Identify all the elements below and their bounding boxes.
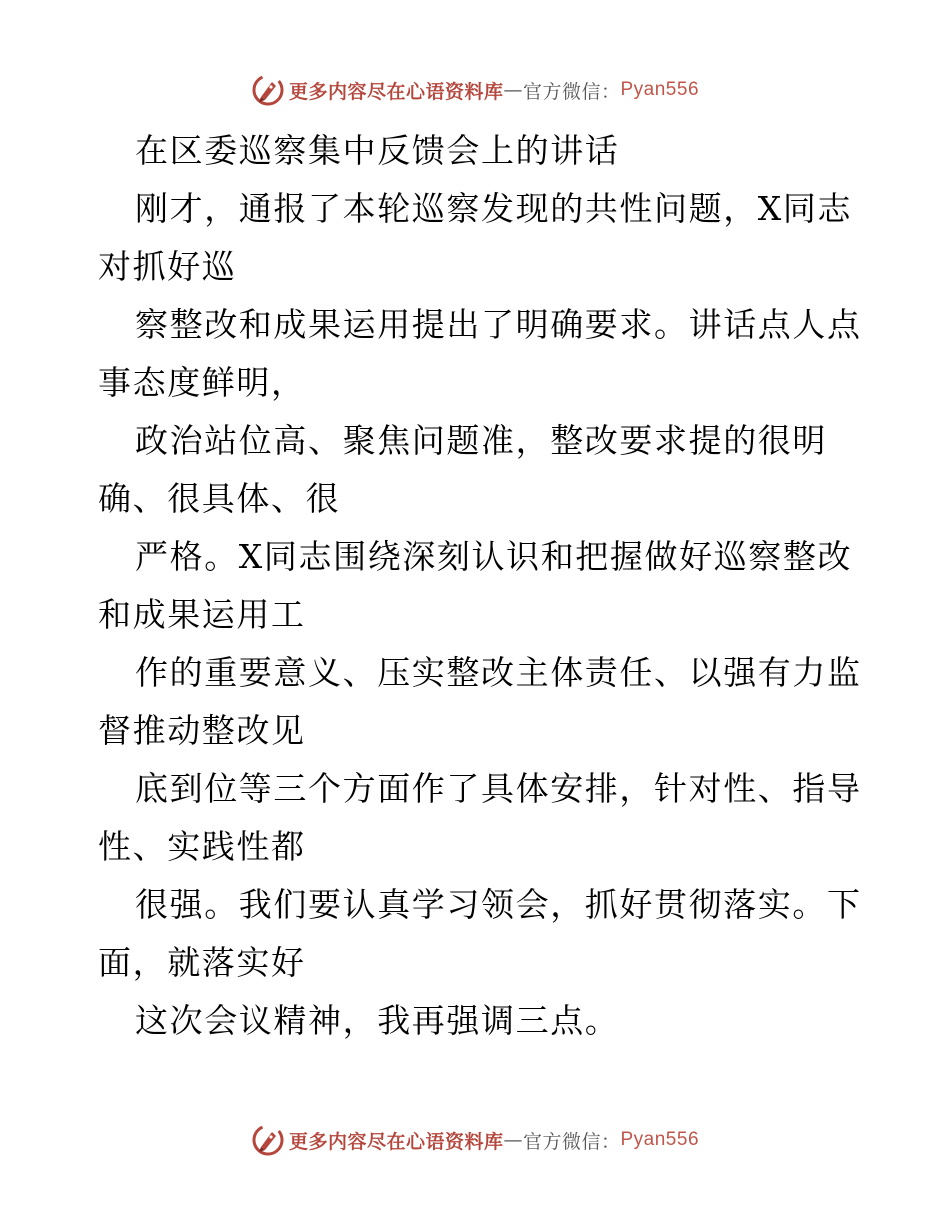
watermark-text <box>289 77 699 104</box>
paragraph-line: 很强。我们要认真学习领会，抓好贯彻落实。下 <box>135 885 862 924</box>
watermark-text <box>289 1127 699 1154</box>
pen-nib-logo-icon <box>251 1123 285 1157</box>
paragraph-line: 刚才，通报了本轮巡察发现的共性问题，X同志 <box>135 189 853 228</box>
watermark-wechat-label: 官方微信： <box>522 1130 621 1153</box>
watermark-wechat-label: 官方微信： <box>522 80 621 103</box>
paragraph-line: 面，就落实好 <box>98 943 306 982</box>
document-title: 在区委巡察集中反馈会上的讲话 <box>135 131 620 170</box>
paragraph-line: 督推动整改见 <box>98 711 306 750</box>
paragraph-line: 和成果运用工 <box>98 595 306 634</box>
footer-watermark <box>0 1122 950 1158</box>
watermark-main-text: 更多内容尽在心语资料库 <box>288 80 504 103</box>
watermark-wechat-id: Pyan556 <box>620 79 700 100</box>
paragraph-line: 性、实践性都 <box>98 827 306 866</box>
paragraph-line: 对抓好巡 <box>98 247 237 286</box>
paragraph-line: 察整改和成果运用提出了明确要求。讲话点人点 <box>135 305 862 344</box>
document-body <box>98 122 862 1050</box>
paragraph-line: 严格。X同志围绕深刻认识和把握做好巡察整改 <box>135 537 853 576</box>
paragraph-line: 政治站位高、聚焦问题准，整改要求提的很明 <box>135 421 827 460</box>
paragraph-line: 底到位等三个方面作了具体安排，针对性、指导 <box>135 769 862 808</box>
watermark-wechat-id: Pyan556 <box>620 1129 700 1150</box>
paragraph-line: 确、很具体、很 <box>98 479 341 518</box>
watermark-main-text: 更多内容尽在心语资料库 <box>288 1130 504 1153</box>
paragraph-line: 这次会议精神，我再强调三点。 <box>135 1001 620 1040</box>
pen-nib-logo-icon <box>251 73 285 107</box>
watermark-separator: — <box>503 79 523 101</box>
paragraph-line: 事态度鲜明， <box>98 363 306 402</box>
paragraph-line: 作的重要意义、压实整改主体责任、以强有力监 <box>135 653 862 692</box>
header-watermark <box>0 72 950 108</box>
watermark-separator: — <box>503 1129 523 1151</box>
